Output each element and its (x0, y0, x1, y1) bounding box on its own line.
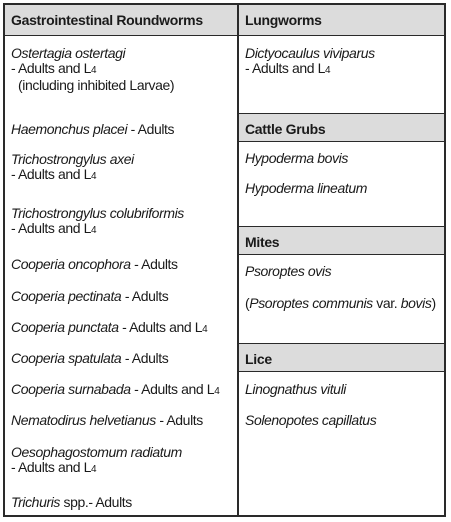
entry-oesophagostomum: Oesophagostomum radiatum - Adults and L4 (11, 444, 182, 475)
entry-haemonchus: Haemonchus placei - Adults (11, 121, 175, 137)
entry-dictyocaulus: Dictyocaulus viviparus - Adults and L4 (245, 45, 375, 76)
entry-hypoderma-lineatum: Hypoderma lineatum (245, 180, 367, 196)
entry-trichostrongylus-colubriformis: Trichostrongylus colubriformis - Adults and L4 (11, 205, 184, 236)
roundworms-column (5, 5, 239, 515)
entry-trichostrongylus-axei: Trichostrongylus axei - Adults and L4 (11, 151, 134, 182)
lice-header: Lice (239, 343, 444, 372)
entry-hypoderma-bovis: Hypoderma bovis (245, 150, 348, 166)
entry-cooperia-pectinata: Cooperia pectinata - Adults (11, 288, 169, 304)
entry-psoroptes-communis: (Psoroptes communis var. bovis) (245, 295, 436, 311)
entry-cooperia-surnabada: Cooperia surnabada - Adults and L4 (11, 381, 220, 397)
entry-cooperia-oncophora: Cooperia oncophora - Adults (11, 256, 178, 272)
roundworms-header: Gastrointestinal Roundworms (5, 5, 237, 36)
entry-ostertagia: Ostertagia ostertagi - Adults and L4 (including inhibited Larvae) (11, 45, 175, 93)
mites-header: Mites (239, 226, 444, 255)
lungworms-header: Lungworms (239, 5, 444, 36)
entry-cooperia-spatulata: Cooperia spatulata - Adults (11, 350, 169, 366)
other-parasites-column (239, 5, 444, 515)
entry-cooperia-punctata: Cooperia punctata - Adults and L4 (11, 319, 208, 335)
parasite-table (3, 3, 446, 517)
entry-psoroptes-ovis: Psoroptes ovis (245, 263, 332, 279)
cattle-grubs-header: Cattle Grubs (239, 113, 444, 142)
entry-nematodirus: Nematodirus helvetianus - Adults (11, 412, 203, 428)
entry-linognathus: Linognathus vituli (245, 381, 346, 397)
entry-trichuris: Trichuris spp.- Adults (11, 494, 132, 510)
entry-solenopotes: Solenopotes capillatus (245, 412, 377, 428)
